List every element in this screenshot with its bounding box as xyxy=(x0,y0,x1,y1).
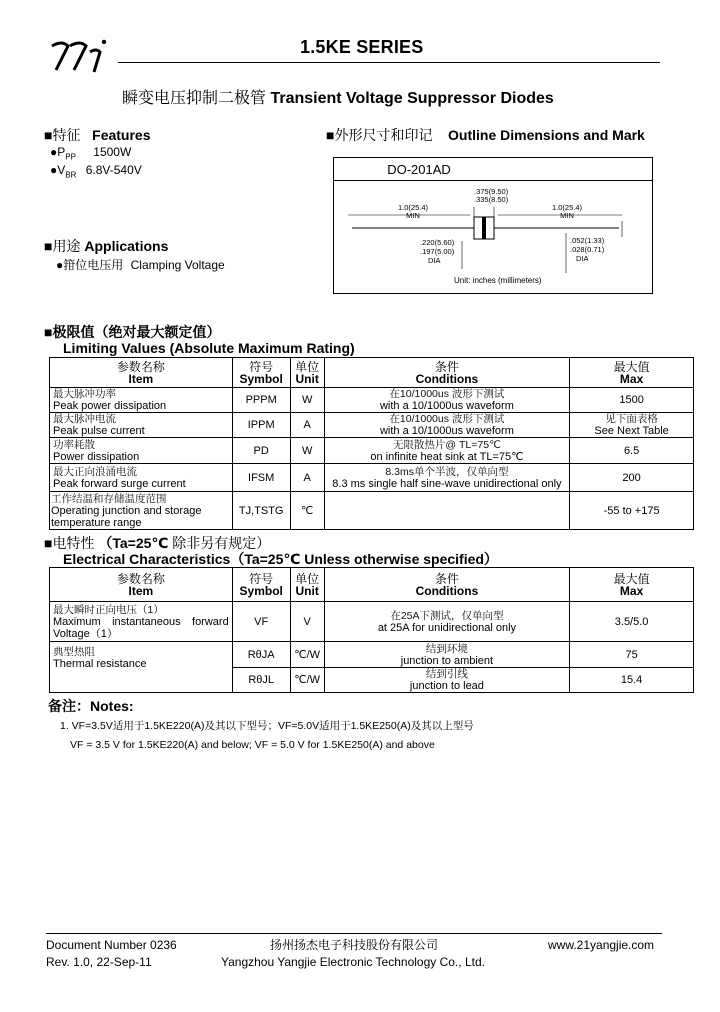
company-name-cn: 扬州扬杰电子科技股份有限公司 xyxy=(270,938,439,952)
col-conditions xyxy=(324,568,570,602)
feature-ppp-value: 1500W xyxy=(93,145,132,159)
col-max xyxy=(570,358,694,388)
row-cond-cn: 结到引线 xyxy=(425,668,468,680)
col-unit-cn: 单位 xyxy=(295,359,320,374)
note-line-2: VF = 3.5 V for 1.5KE220(A) and below; VF = 5.0 V for 1.5KE250(A) and above xyxy=(70,739,435,751)
table-row xyxy=(50,642,694,668)
row-item-en: Operating junction and storage temperature range xyxy=(51,504,202,529)
row-symbol: PPPM xyxy=(232,388,290,413)
row-item-cn: 最大瞬时正向电压（1） xyxy=(53,603,164,616)
col-conditions xyxy=(324,358,570,388)
page-subtitle xyxy=(122,85,554,108)
row-max: See Next Table xyxy=(594,425,669,437)
body-dia-label: DIA xyxy=(428,256,441,265)
row-cond-cn: 无限散热片@ TL=75℃ xyxy=(392,438,501,451)
feature-vbr: $●V_{BR}$ 6.8V-540V xyxy=(50,163,142,180)
col-item-cn: 参数名称 xyxy=(116,571,165,586)
row-symbol: RθJL xyxy=(232,668,290,693)
application-item-en: Clamping Voltage xyxy=(130,258,225,272)
row-unit: V xyxy=(290,602,324,642)
row-item-en: Peak forward surge current xyxy=(53,477,186,490)
col-symbol-cn: 符号 xyxy=(249,571,274,586)
col-conditions-cn: 条件 xyxy=(434,359,459,374)
left-lead-length: 1.0(25.4) xyxy=(398,203,429,212)
col-unit-en: Unit xyxy=(295,583,319,598)
col-max-en: Max xyxy=(619,371,644,386)
row-unit: A xyxy=(290,464,324,492)
right-lead-dim xyxy=(552,204,582,220)
electrical-characteristics-table xyxy=(49,567,694,693)
row-max: 3.5/5.0 xyxy=(570,602,694,642)
col-symbol xyxy=(232,568,290,602)
row-max: 6.5 xyxy=(570,438,694,464)
subtitle-cn: 瞬变电压抑制二极管 xyxy=(122,90,267,107)
table-row xyxy=(50,438,694,464)
col-unit xyxy=(290,358,324,388)
row-cond-en: with a 10/1000us waveform xyxy=(379,400,514,412)
row-max: 15.4 xyxy=(570,668,694,693)
table-row xyxy=(50,388,694,413)
row-item-en: Thermal resistance xyxy=(53,658,147,670)
lead-dia-max: .052(1.33) xyxy=(570,236,605,245)
row-cond-en: 8.3 ms single half sine-wave unidirectional only xyxy=(332,477,562,490)
left-lead-min: MIN xyxy=(406,211,420,220)
row-symbol: IPPM xyxy=(232,413,290,438)
row-item-cn: 典型热阻 xyxy=(53,646,95,658)
feature-ppp-symbol: P xyxy=(57,145,66,159)
row-unit: ℃/W xyxy=(290,642,324,668)
row-item-cn: 工作结温和存储温度范围 xyxy=(51,492,167,505)
company-logo-icon xyxy=(48,38,110,74)
left-lead-dim xyxy=(398,204,428,220)
applications-heading-en: Applications xyxy=(84,238,169,254)
row-item-en: Peak power dissipation xyxy=(53,400,167,412)
table-row xyxy=(50,413,694,438)
lead-diameter-dim xyxy=(570,236,604,263)
row-unit: W xyxy=(290,438,324,464)
application-item-cn: 箝位电压用 xyxy=(63,258,124,272)
col-unit xyxy=(290,568,324,602)
body-length-min: .335(8.50) xyxy=(474,195,509,204)
row-max-cn: 见下面表格 xyxy=(605,413,658,425)
col-item xyxy=(50,358,233,388)
footer-rule xyxy=(46,933,662,934)
table-header-row xyxy=(50,358,694,388)
row-unit: ℃/W xyxy=(290,668,324,693)
feature-vbr-value: 6.8V-540V xyxy=(85,163,142,177)
col-item-en: Item xyxy=(128,583,154,598)
row-cond-cn: 结到环境 xyxy=(425,642,468,655)
outline-heading xyxy=(326,125,645,145)
body-length-max: .375(9.50) xyxy=(474,187,509,196)
units-note: Unit: inches (millimeters) xyxy=(454,276,542,285)
applications-heading xyxy=(44,236,168,256)
cathode-band xyxy=(482,217,486,239)
row-cond-en: junction to ambient xyxy=(400,654,494,667)
lead-dia-min: .028(0.71) xyxy=(570,245,605,254)
body-diameter-dim xyxy=(420,238,454,265)
limiting-heading-cn: ■极限值（绝对最大额定值） xyxy=(44,324,221,340)
electrical-heading-en: Electrical Characteristics（Ta=25℃ Unless otherwise specified） xyxy=(63,551,498,567)
outline-heading-en: Outline Dimensions and Mark xyxy=(448,127,645,143)
table-row xyxy=(50,602,694,642)
row-cond-en: with a 10/1000us waveform xyxy=(379,425,514,437)
table-row xyxy=(50,464,694,492)
electrical-heading-cn-text: ■电特性 xyxy=(44,535,95,551)
header-rule xyxy=(118,62,660,63)
col-item-cn: 参数名称 xyxy=(116,359,165,374)
row-max: 75 xyxy=(570,642,694,668)
row-symbol: PD xyxy=(232,438,290,464)
row-cond-cn: 在10/1000us 波形下测试 xyxy=(389,388,505,400)
col-max-cn: 最大值 xyxy=(613,359,650,374)
row-item-en: Peak pulse current xyxy=(53,425,145,437)
row-symbol: TJ,TSTG xyxy=(232,492,290,530)
revision: Rev. 1.0, 22-Sep-11 xyxy=(46,955,152,969)
right-lead-length: 1.0(25.4) xyxy=(552,203,583,212)
row-cond-cn: 8.3ms单个半波，仅单向型 xyxy=(385,465,509,478)
series-title: 1.5KE SERIES xyxy=(300,37,424,57)
col-conditions-cn: 条件 xyxy=(434,571,459,586)
subtitle-en: Transient Voltage Suppressor Diodes xyxy=(270,90,554,107)
row-unit: A xyxy=(290,413,324,438)
feature-ppp-sub: PP xyxy=(65,152,76,162)
col-symbol-en: Symbol xyxy=(239,371,283,386)
row-item-cn: 最大脉冲电流 xyxy=(53,413,116,425)
body-length-dim xyxy=(474,188,508,204)
website-link[interactable]: www.21yangjie.com xyxy=(548,938,655,952)
package-name: DO-201AD xyxy=(387,162,451,177)
feature-vbr-symbol: V xyxy=(57,163,66,177)
row-cond-en: at 25A for unidirectional only xyxy=(377,621,517,634)
body-dia-max: .220(5.60) xyxy=(420,238,455,247)
limiting-heading-en: Limiting Values (Absolute Maximum Rating) xyxy=(63,340,355,356)
feature-ppp: $●P_{PP}$ 1500W xyxy=(50,145,132,162)
col-max-en: Max xyxy=(619,583,644,598)
row-symbol: VF xyxy=(232,602,290,642)
row-item-cn: 最大脉冲功率 xyxy=(53,388,116,400)
notes-heading: 备注：Notes: xyxy=(48,698,134,714)
row-item-en: Power dissipation xyxy=(53,450,140,463)
col-symbol-cn: 符号 xyxy=(249,359,274,374)
lead-dia-label: DIA xyxy=(576,254,589,263)
electrical-heading-ta: （Ta=25℃ xyxy=(98,535,169,551)
applications-heading-cn: ■用途 xyxy=(44,238,81,254)
outline-heading-cn: ■外形尺寸和印记 xyxy=(326,127,433,143)
row-unit: ℃ xyxy=(290,492,324,530)
col-unit-cn: 单位 xyxy=(295,571,320,586)
row-symbol: IFSM xyxy=(232,464,290,492)
company-name-en: Yangzhou Yangjie Electronic Technology Co., Ltd. xyxy=(221,955,485,969)
col-conditions-en: Conditions xyxy=(415,583,479,598)
limiting-values-table xyxy=(49,357,694,530)
feature-vbr-sub: BR xyxy=(65,170,77,180)
row-symbol: RθJA xyxy=(232,642,290,668)
row-cond-en: junction to lead xyxy=(409,680,484,692)
row-max: 1500 xyxy=(570,388,694,413)
features-heading-cn: ■特征 xyxy=(44,127,81,143)
table-row xyxy=(50,492,694,530)
row-unit: W xyxy=(290,388,324,413)
col-max xyxy=(570,568,694,602)
col-symbol-en: Symbol xyxy=(239,583,283,598)
document-number: Document Number 0236 xyxy=(46,938,177,952)
col-symbol xyxy=(232,358,290,388)
electrical-heading-cn2: 除非另有规定） xyxy=(172,535,271,551)
row-max: -55 to +175 xyxy=(570,492,694,530)
note-line-1: 1. VF=3.5V适用于1.5KE220(A)及其以下型号；VF=5.0V适用于1.5KE250(A)及其以上型号 xyxy=(60,720,474,732)
table-header-row xyxy=(50,568,694,602)
row-cond-cn: 在10/1000us 波形下测试 xyxy=(389,413,505,425)
row-item-cn: 最大正向浪涌电流 xyxy=(53,465,137,478)
col-max-cn: 最大值 xyxy=(613,571,650,586)
features-heading xyxy=(44,125,151,145)
features-heading-en: Features xyxy=(92,127,151,143)
col-unit-en: Unit xyxy=(295,371,319,386)
right-lead-min: MIN xyxy=(560,211,574,220)
body-dia-min: .197(5.00) xyxy=(420,247,455,256)
row-conditions-empty xyxy=(324,492,570,530)
row-max: 200 xyxy=(570,464,694,492)
row-item-cn: 功率耗散 xyxy=(53,438,95,451)
col-item xyxy=(50,568,233,602)
col-conditions-en: Conditions xyxy=(415,371,479,386)
row-item-en: Maximum instantaneous forward Voltage（1） xyxy=(53,615,229,640)
row-cond-en: on infinite heat sink at TL=75℃ xyxy=(370,450,524,463)
col-item-en: Item xyxy=(128,371,154,386)
application-item: ●箝位电压用 Clamping Voltage xyxy=(56,258,225,272)
row-cond-cn: 在25A下测试，仅单向型 xyxy=(390,609,504,622)
package-outline-box xyxy=(333,157,653,294)
